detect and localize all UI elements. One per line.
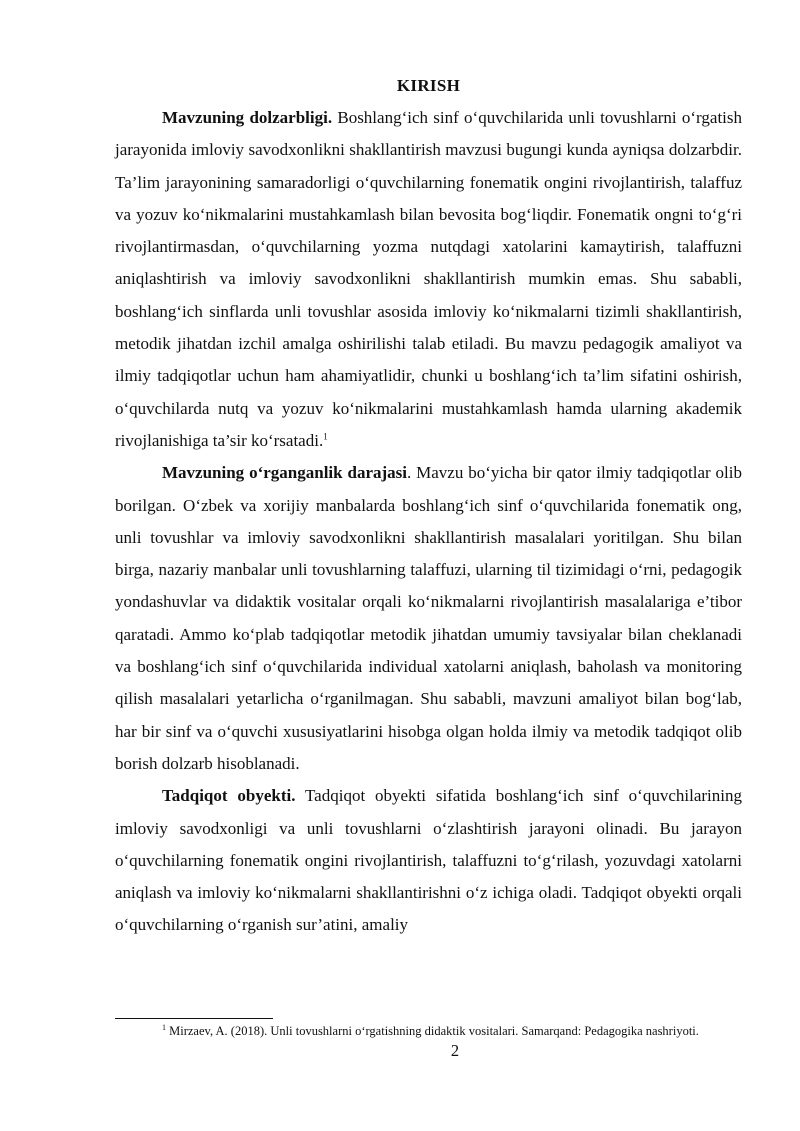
- footnote-reference[interactable]: 1: [323, 431, 328, 442]
- paragraph-lead: Mavzuning dolzarbligi.: [162, 108, 333, 127]
- paragraph-lead: Tadqiqot obyekti.: [162, 786, 296, 806]
- paragraph-text: Boshlang‘ich sinf o‘quvchilarida unli tovushlarni o‘rgatish jarayonida imloviy savodxonlikni shakllantirish mavzusi bugungi kunda ayniqsa dolzarbdir. Ta’lim jarayonining samaradorligi o‘quvchilarning fonematik ongini rivojlantirish, talaffuz va yozuv ko‘nikmalarini mustahkamlash bilan bevosita bog‘liqdir. Fonematik ongni to‘g‘ri rivojlantirmasdan, o‘quvchilarning yozma nutqdagi xatolarini kamaytirish, talaffuzni aniqlashtirish va imloviy savodxonlikni shakllantirish mumkin emas. Shu sababli, boshlang‘ich sinflarda unli tovushlar asosida imloviy ko‘nikmalarni tizimli shakllantirish, metodik jihatdan izchil amalga oshirilishi talab etiladi. Bu mavzu pedagogik amaliyot va ilmiy tadqiqotlar uchun ham ahamiyatlidir, chunki u boshlang‘ich ta’lim sifatini oshirish, o‘quvchilarda nutq va yozuv ko‘nikmalarini mustahkamlash hamda ularning akademik rivojlanishiga ta’sir ko‘rsatadi.: [115, 108, 743, 450]
- footnote: [162, 1023, 752, 1039]
- paragraph-lead: Mavzuning o‘rganganlik darajasi: [162, 463, 407, 483]
- paragraph-research-object: [115, 780, 742, 941]
- footnote-divider: [115, 1018, 273, 1019]
- footnote-text: Mirzaev, A. (2018). Unli tovushlarni o‘rgatishning didaktik vositalari. Samarqand: Pedagogika nashriyoti.: [169, 1024, 699, 1038]
- section-heading: KIRISH: [396, 76, 461, 95]
- page-number: 2: [450, 1041, 460, 1060]
- document-body: [115, 70, 742, 942]
- footnote-number: 1: [162, 1022, 166, 1032]
- paragraph-text: Tadqiqot obyekti sifatida boshlang‘ich sinf o‘quvchilarining imloviy savodxonligi va unli tovushlarni o‘zlashtirish jarayoni olinadi. Bu jarayon o‘quvchilarning fonematik ongini rivojlantirish, talaffuzni to‘g‘rilash, yozuvdagi xatolarni aniqlash va imloviy ko‘nikmalarni shakllantirishni o‘z ichiga oladi. Tadqiqot obyekti orqali o‘quvchilarning o‘rganish sur’atini, amaliy: [115, 786, 742, 935]
- paragraph-relevance: [115, 102, 742, 457]
- paragraph-text: . Mavzu bo‘yicha bir qator ilmiy tadqiqotlar olib borilgan. O‘zbek va xorijiy manbalarda boshlang‘ich sinf o‘quvchilarida fonematik ong, unli tovushlar va imloviy savodxonlikni shakllantirish masalalari yoritilgan. Shu bilan birga, nazariy manbalar unli tovushlarning talaffuzi, ularning til tizimidagi o‘rni, pedagogik yondashuvlar va didaktik vositalar orqali ko‘nikmalarni rivojlantirish masalalariga e’tibor qaratadi. Ammo ko‘plab tadqiqotlar metodik jihatdan umumiy tavsiyalar bilan cheklanadi va boshlang‘ich sinf o‘quvchilarida individual xatolarni aniqlash, baholash va monitoring qilish masalalari yetarlicha o‘rganilmagan. Shu sababli, mavzuni amaliyot bilan bog‘lab, har bir sinf va o‘quvchi xususiyatlarini hisobga olgan holda ilmiy va metodik tadqiqot olib borish dolzarb hisoblanadi.: [115, 463, 742, 773]
- paragraph-study-level: [115, 457, 742, 780]
